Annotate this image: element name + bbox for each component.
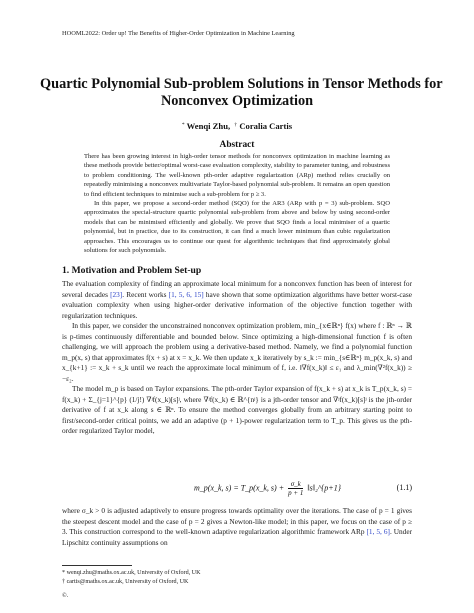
footnote-2: † cartis@maths.ox.ac.uk, University of Oxford, UK	[62, 578, 189, 585]
title-line-1: Quartic Polynomial Sub-problem Solutions in Tensor Methods for	[40, 76, 443, 92]
body-text: . Under Lipschitz continuity assumptions on	[62, 527, 412, 547]
abstract-heading: Abstract	[219, 140, 255, 150]
fraction-numerator: σ_k	[288, 480, 303, 489]
equation-lhs: m_p(x_k, s) = T_p(x_k, s) +	[194, 483, 285, 493]
footnote-rule	[62, 565, 132, 566]
equation-rhs: ‖s‖₂^{p+1}	[307, 483, 341, 493]
citation-link[interactable]: [1, 5, 6, 15]	[168, 289, 204, 299]
abstract-paragraph-1: There has been growing interest in high-order tensor methods for nonconvex optimization in machine learning as these methods provide better/optimal worst-case evaluation complexity, stability to parameter tuning, and robustness to problem conditioning. The well-known pth-order adaptive regularization (ARp) method relies crucially on repeatedly minimising a nonconvex multivariate Taylor-based polynomial sub-problem. It remains an open question to find efficient techniques to minimise such a sub-problem for p ≥ 3.	[84, 153, 390, 198]
citation-link[interactable]: [23]	[110, 289, 123, 299]
author2-name: Coralia Cartis	[239, 121, 293, 131]
body-text: have shown that some optimization algorithms have better worst-case evaluation complexity when using higher-order derivative information of the objective function together with regularization techniques.	[62, 289, 412, 320]
footnote-1: * wenqi.zhu@maths.ox.ac.uk, University of Oxford, UK	[62, 570, 201, 576]
body-paragraph-2: In this paper, we consider the unconstrained nonconvex optimization problem, min_{x∈ℝⁿ} f(x) where f : ℝⁿ → ℝ is p-times continuously differentiable and bounded below. Since optimizing a high-dimensional function f is often challenging, we will approach the problem using a derivative-based method. Namely, we find a polynomial function m_p(x, s) that approximates f(x + s) at x = x_k. We then update x_k iteratively by s_k := min_{s∈ℝⁿ} m_p(x_k, s) and x_{k+1} := x_k + s_k until we reach the approximate local minimum of f, i.e. ‖∇f(x_k)‖ ≤ ε₁ and λ_min(∇²f(x_k)) ≥ −ε₂.	[62, 321, 412, 383]
body-paragraph-1	[62, 279, 412, 321]
body-text: . Recent works	[122, 289, 169, 299]
body-paragraph-3: The model m_p is based on Taylor expansions. The pth-order Taylor expansion of f(x_k + s) at x_k is T_p(x_k, s) = f(x_k) + Σ_{j=1}^{p} (1/j!) ∇ʲf(x_k)[s]ʲ, where ∇ʲf(x_k) ∈ ℝ^{nʲ} is a jth-order tensor and ∇ʲf(x_k)[s]ʲ is the jth-order derivative of f at x_k along s ∈ ℝⁿ. To ensure the method converges globally from an arbitrary starting point to first/second-order critical points, we add an adaptive (p + 1)-power regularization term to T_p. This gives us the pth-order regularized Taylor model,	[62, 384, 412, 435]
running-header: HOOML2022: Order up! The Benefits of Higher-Order Optimization in Machine Learning	[62, 30, 295, 37]
footnotes	[62, 569, 200, 586]
fraction-denominator: p + 1	[288, 489, 304, 497]
section-body-continued	[62, 506, 412, 548]
author-list	[0, 121, 474, 131]
title-line-2: Nonconvex Optimization	[160, 93, 314, 109]
equation-1-1	[62, 476, 412, 500]
equation-number: (1.1)	[396, 483, 412, 492]
paper-title	[40, 76, 443, 110]
page-mark: ©.	[62, 592, 69, 599]
author1-mark: *	[181, 122, 185, 128]
body-paragraph-4	[62, 506, 412, 548]
author1-name: Wenqi Zhu,	[186, 121, 231, 131]
author2-mark: †	[234, 122, 238, 128]
body-text: The evaluation complexity of finding an approximate local minimum for a nonconvex function has been of interest for several decades	[62, 279, 412, 299]
body-text: where σ_k > 0 is adjusted adaptively to ensure progress towards optimality over the iterations. The case of p = 1 gives the steepest descent model and the case of p = 2 gives a Newton-like model; in this paper, we focus on the case of p ≥ 3. This construction correspond to the well-known adaptive regularization algorithmic framework ARp	[62, 506, 412, 536]
section-heading: 1. Motivation and Problem Set-up	[62, 265, 202, 276]
section-body	[62, 279, 412, 437]
abstract-paragraph-2: In this paper, we propose a second-order method (SQO) for the AR3 (ARp with p = 3) sub-problem. SQO approximates the special-structure quartic polynomial sub-problem from above and below by using second-order models that can be minimised efficiently and globally. We prove that SQO finds a local minimiser of a quartic polynomial, but in practice, due to its construction, it can find a much lower minimum than cubic regularization approaches. This encourages us to continue our quest for algorithmic techniques that find approximately global solutions for such polynomials.	[84, 200, 390, 255]
equation-math	[194, 480, 341, 497]
equation-fraction	[288, 480, 303, 497]
abstract-body	[84, 152, 390, 255]
citation-link[interactable]: [1, 5, 6]	[366, 527, 390, 536]
